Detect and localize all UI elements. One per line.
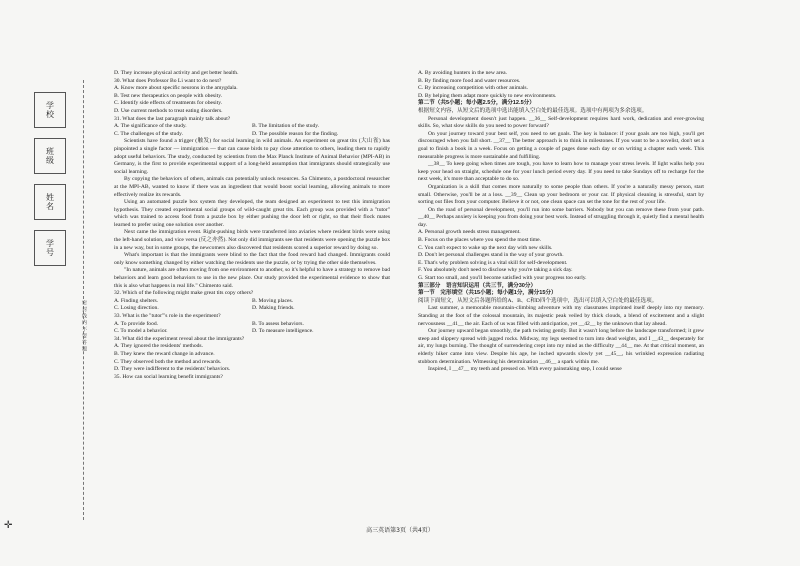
- passage-paragraph: On your journey toward your best self, you need to set goals. The key is balance: if your goals are too high, you'll get discouraged when you fall short. __37__ The better approach is to think in milestones. If you want to be a novelist, don't set a goal to finish a book in a week. Focus on getting a couple of pages done each day or on writing a chapter each week. This measurable progress is more sustainable and fulfilling.: [418, 130, 704, 160]
- q34-option-b: B. They knew the reward change in advance.: [114, 350, 215, 357]
- q34-option-a: A. They ignored the residents' methods.: [114, 343, 203, 350]
- registration-mark-icon: ✛: [4, 520, 13, 531]
- q35-option-a: A. By avoiding hunters in the new area.: [418, 70, 508, 76]
- q30-option-a: A. Know more about specific neurons in the amygdala.: [114, 85, 238, 92]
- q34-stem: 34. What did the experiment reveal about the immigrants?: [114, 335, 245, 342]
- q34-option-d: D. They were indifferent to the residents' behaviors.: [114, 366, 231, 373]
- cloze-paragraph: Inspired, I __47__ my teeth and pressed on. With every painstaking step, I could sense: [428, 366, 622, 373]
- passage-paragraph: __38__ To keep going when times are tough, you have to learn how to manage your stress levels. If light walks help you keep your head on straight, schedule one for your lunch period every day. If you need to take Sundays off to recharge for the next week, it's more than acceptable to do so.: [418, 161, 704, 183]
- passage-paragraph: Next came the immigration event. Right-pushing birds were transferred into aviaries where resident birds were using the left-hand solution, and vice versa (反之亦然). Not only did immigrants see that residents were opening the puzzle box in a new way, but in some groups, the newcomers also discovered that residents scored a superior reward by doing so.: [114, 229, 390, 251]
- section-2-option: G. Start too small, and you'll become satisfied with your progress too early.: [418, 275, 587, 282]
- q33-option-c: C. To model a behavior.: [114, 328, 168, 335]
- passage-paragraph: Personal development doesn't just happen. __36__ Self-development requires hard work, dedication and ever-growing skills. So, what slow skills do you need to power forward?: [418, 115, 704, 130]
- class-label: 班级: [45, 147, 55, 165]
- q33-option-a: A. To provide food.: [114, 320, 159, 327]
- cloze-paragraph: Our journey upward began smoothly, the path twisting gently. But it wasn't long before the landscape transformed; it grew steep and slippery spread with jagged rocks. Midway, my legs seemed to turn into dead weights, and I __43__ desperately for air, my lungs burning. The thought of surrendering crept into my mind as the difficulty __44__ me. At that critical moment, an elderly hiker came into view. Despite his age, he inched upwards slowly yet __45__, his wrinkled expression radiating stubborn determination. Witnessing his determination __46__ a spark within me.: [418, 328, 704, 365]
- seal-line-text: 密 封 线 内 不 要 答 题: [81, 300, 87, 352]
- passage-paragraph: "In nature, animals are often moving from one environment to another, so it's helpful to have a strategy to remove bad behaviors and learn good behaviors to use in the new place. Our study provided the experimental evidence to show that this is also what happens in real life." Chimento said.: [114, 267, 390, 289]
- part-3-heading: 第三部分 语言知识运用（共三节，满分30分）: [418, 282, 537, 289]
- q33-option-b: B. To assess behaviors.: [252, 320, 304, 327]
- q30-option-d: D. Use current methods to treat eating disorders.: [114, 107, 223, 114]
- q35-option-b: B. By finding more food and water resources.: [418, 77, 521, 84]
- q31-option-c: C. The challenges of the study.: [114, 130, 183, 137]
- school-field-box: [34, 92, 66, 128]
- section-2-option: D. Don't let personal challenges stand in the way of your growth.: [418, 252, 564, 259]
- q33-options-cd: [114, 328, 390, 336]
- name-field-box: [34, 184, 66, 220]
- q35-stem: 35. How can social learning benefit immigrants?: [114, 373, 223, 380]
- section-2-heading: 第二节（共5小题；每小题2.5分，满分12.5分）: [418, 100, 535, 107]
- part-3-instructions: 阅读下面短文，从短文后各题所给的A、B、C和D四个选项中，选出可以填入空白处的最佳选项。: [418, 297, 658, 304]
- q29-option-d: D. They increase physical activity and get better health.: [114, 70, 239, 76]
- passage-paragraph: What's important is that the immigrants were blind to the fact that the food reward had changed. Immigrants could only know something changed by either watching the residents use the puzzle, or by trying the other side themselves.: [114, 252, 390, 266]
- q32-option-a: A. Finding shelters.: [114, 297, 159, 304]
- section-2-instructions: 根据短文内容，从短文后的选项中选出能填入空白处的最佳选项。选项中有两项为多余选项。: [418, 107, 648, 114]
- name-label: 姓名: [45, 193, 55, 211]
- passage-paragraph: Using an automated puzzle box system they developed, the team designed an experiment to test this immigration hypothesis. They created experimental social groups of wild-caught great tits. Each group was provided with a "tutor" which was trained to access food from a puzzle box by either pushing the door left or right, so that their flock mates learned to prefer using one solution over another.: [114, 199, 390, 228]
- q35-option-d: D. By helping them adapt more quickly to new environments.: [418, 92, 557, 99]
- section-2-option: C. You can't expect to wake up the next day with new skills.: [418, 244, 553, 251]
- q32-option-b: B. Moving places.: [252, 297, 294, 304]
- q31-option-d: D. The possible reason for the finding.: [252, 130, 339, 137]
- q31-options-ab: [114, 123, 390, 131]
- section-2-option: E. That's why problem solving is a vital skill for self-development.: [418, 259, 568, 266]
- section-2-option: F. You absolutely don't need to disclose why you're taking a sick day.: [418, 267, 573, 274]
- q33-option-d: D. To measure intelligence.: [252, 328, 314, 335]
- school-label: 学校: [45, 101, 55, 119]
- section-2-option: A. Personal growth needs stress management.: [418, 229, 521, 236]
- cloze-paragraph: Last summer, a memorable mountain-climbing adventure with my classmates imprinted itself deeply into my memory. Standing at the foot of the colossal mountain, its majestic peak veiled by thick clouds, a blend of excitement and a slight nervousness __41__ the air. Each of us was filled with anticipation, yet __42__ by the unknown that lay ahead.: [418, 305, 704, 327]
- q35-option-c: C. By increasing competition with other animals.: [418, 85, 528, 92]
- passage-paragraph: By copying the behaviors of others, animals can potentially unlock resources. Sa Chimento, a postdoctoral researcher at the MPI-AB, wanted to know if there was an ingredient that would boost social learning, allowing animals to more effectively realize its rewards.: [114, 176, 390, 198]
- q32-options-cd: [114, 305, 390, 313]
- student-id-label: 学号: [45, 239, 55, 257]
- q31-stem: 31. What does the last paragraph mainly talk about?: [114, 115, 231, 122]
- part-3-subheading: 第一节 完形填空（共15小题；每小题1分，满分15分）: [418, 290, 557, 297]
- passage-paragraph: On the road of personal development, you'll run into some barriers. Nobody but you can remove these from your path. __40__ Perhaps anxiety is keeping you from doing your best work. Instead of struggling through it, quietly find a mental health day.: [418, 206, 704, 228]
- q31-option-b: B. The limitation of the study.: [252, 123, 320, 130]
- q30-option-b: B. Test new therapeutics on people with obesity.: [114, 92, 223, 99]
- right-column: [418, 70, 704, 374]
- left-column: [114, 70, 390, 381]
- q33-stem: 33. What is the "tutor"'s role in the experiment?: [114, 313, 221, 319]
- student-id-field-box: [34, 230, 66, 266]
- page-footer: 高三英语第3页（共4页）: [366, 527, 434, 534]
- passage-paragraph: Organization is a skill that comes more naturally to some people than others. If you're a naturally messy person, start small. Otherwise, you'll be at a loss. __39__ Clean up your bedroom or your car. If physical cleaning is stressful, start by sorting out files from your computer. Believe it or not, one clean space can set the tone for the rest of your life.: [418, 183, 704, 206]
- q32-option-d: D. Making friends.: [252, 305, 295, 312]
- q31-option-a: A. The significance of the study.: [114, 123, 187, 130]
- q32-option-c: C. Losing direction.: [114, 305, 159, 312]
- passage-paragraph: Scientists have found a trigger (触发) for social learning in wild animals. An experiment on great tits (大山雀) has pinpointed a single factor — immigration — that can cause birds to pay close attention to others, leading them to rapidly adopt useful behaviors. The study, conducted by scientists from the Max Planck Institute of Animal Behavior (MPI-AB) in Germany, is the first to provide experimental support of a long-held assumption that immigrants should strategically use social learning.: [114, 138, 390, 175]
- q30-option-c: C. Identify side effects of treatments for obesity.: [114, 100, 223, 107]
- q33-options-ab: [114, 321, 390, 329]
- section-2-option: B. Focus on the places where you spend the most time.: [418, 237, 542, 244]
- q34-option-c: C. They observed both the method and rewards.: [114, 358, 222, 365]
- q32-stem: 32. Which of the following might make great tits copy others?: [114, 290, 254, 297]
- q30-stem: 30. What does Professor Bo Li want to do next?: [114, 77, 222, 84]
- class-field-box: [34, 138, 66, 174]
